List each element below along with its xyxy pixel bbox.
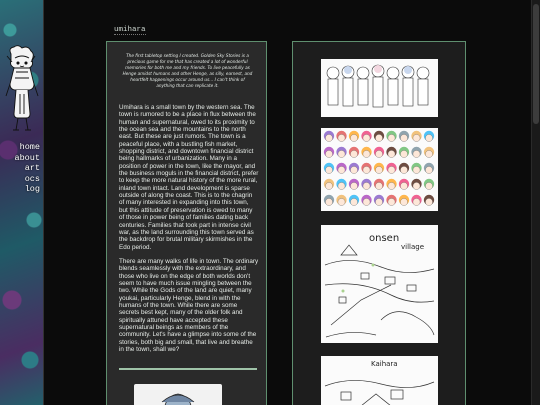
- map-label-village: village: [401, 243, 425, 251]
- divider: [119, 368, 257, 370]
- gallery-panel: [292, 41, 466, 405]
- sidebar: [0, 0, 44, 405]
- gallery-image-onsen-map[interactable]: [321, 225, 438, 343]
- map-label-onsen: onsen: [369, 233, 400, 244]
- page-title: umihara: [114, 26, 146, 34]
- page-scrollbar[interactable]: [531, 0, 540, 405]
- intro-text: The first tabletop setting I created. Golden Sky Stories is a precious game for me that has created a lot of wonderful memories for both me and my friends. To live peacefully as Henge amidst humans and other Henge, as silly, earnest, and heartfelt happenings occur around us... I can't think of anything that can replicate it.: [122, 53, 253, 88]
- body-paragraph-1: Umihara is a small town by the western sea. The town is rumored to be a place in flux between the human and supernatural, owed to its proximity to the ocean sea and the mountains to the north east. But these are just rumors. The town is a peaceful place, with a bustling fish market, shopping district, and downtown financial district being hallmarks of urbanization. Many in a position of power in the town, like the mayor, and the business moguls in the financial district, prefer to keep the more natural history of the more rural, inland town intact. Land development is sparse outside of along the coast. This is to the chagrin of many interested in expanding into this town, but this attitude of preservation is owed to many of those in power being of families dating back centuries. Families that took part in intense civil war, as the land surrounding this town served as the backdrop for brutal military skirmishes in the Edo period.: [119, 104, 259, 251]
- scrollbar-thumb[interactable]: [533, 4, 539, 124]
- nav-link-ocs[interactable]: ocs: [24, 173, 40, 184]
- content-card: [106, 41, 267, 405]
- nav-link-home[interactable]: home: [19, 142, 40, 152]
- nav-link-about[interactable]: about: [14, 152, 40, 163]
- gallery-image-character-grid[interactable]: [321, 128, 438, 211]
- site-nav: [2, 142, 40, 195]
- nav-link-log[interactable]: log: [24, 184, 40, 194]
- character-sketch-image: [134, 384, 222, 405]
- avatar-drawing: [4, 44, 40, 136]
- gallery-image-kaihara-sketch[interactable]: [321, 356, 438, 405]
- nav-link-art[interactable]: art: [24, 163, 40, 173]
- body-paragraph-2: There are many walks of life in town. The ordinary blends seamlessly with the extraordinary, and those who live on the edge of both worlds don't seem to have much issue mingling between the two. While the Gods of the land are quiet, many youkai, particularly Henge, blend in with the humans of the town. While there are some secrets best kept, many of the older folk and spiritually attuned have accepted these supernatural beings as members of the community. Let's have a glimpse into some of the stories, both big and small, that live and breathe in the town, shall we?: [119, 257, 259, 353]
- gallery-image-lineup[interactable]: [321, 59, 438, 117]
- avatar: [4, 44, 40, 136]
- sketch-label-kaihara: Kaihara: [371, 360, 398, 368]
- body-text: [119, 104, 259, 353]
